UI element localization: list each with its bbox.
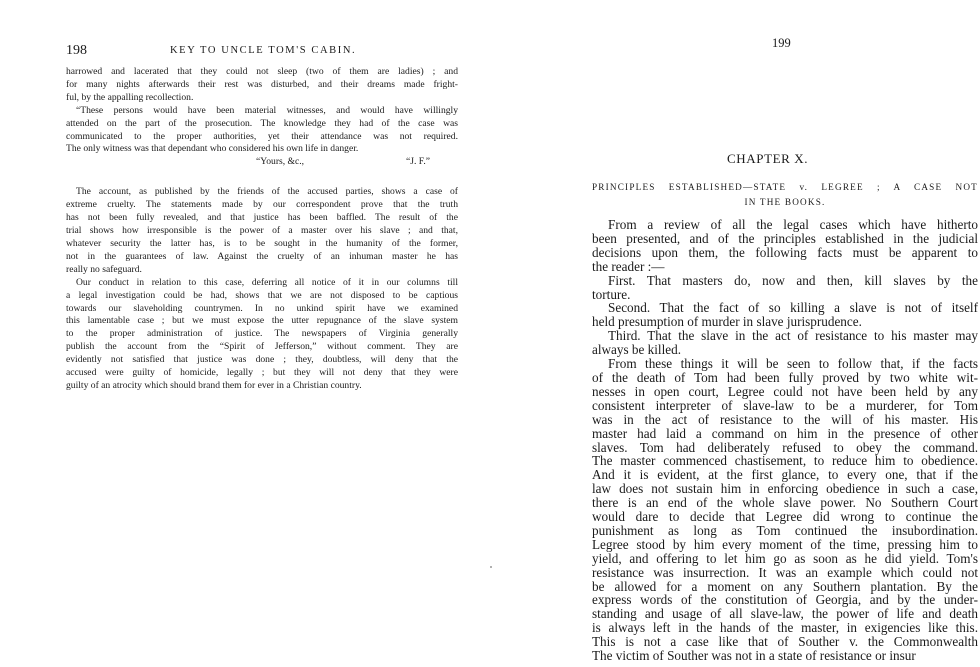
text-line: yield, and offering to let him go as soon as he did yield. Tom's — [592, 550, 978, 566]
text-line: would dare to decide that Legree did wrong to continue the — [592, 509, 978, 525]
text-line: Second. That the fact of so killing a slave is not of itself — [608, 300, 978, 316]
text-line: a legal investigation could be had, shows that we are not disposed to be captious — [66, 289, 458, 301]
text-line: there is an end of the whole slave power. No Southern Court — [592, 495, 978, 511]
text-line: this lamentable case ; but we must expose the utter repugnance of the slave system — [66, 315, 458, 327]
text-line: is always left in the hands of the master, in exigencies like this. — [592, 620, 978, 636]
text-line: the reader :— — [592, 258, 665, 274]
subtitle-line: IN THE BOOKS. — [744, 197, 826, 207]
text-line: has not been fully revealed, and that justice has been baffled. The result of the — [66, 212, 458, 224]
text-line: be allowed for a moment on any Southern plantation. By the — [592, 578, 978, 594]
text-line: Third. That the slave in the act of resistance to his master may — [608, 328, 978, 344]
left-page-number: 198 — [66, 43, 87, 58]
text-line: communicated to the proper authorities, yet their attendance was not required. — [66, 130, 458, 142]
text-line: First. That masters do, now and then, kill slaves by the — [608, 272, 978, 288]
text-line: evidently not satisfied that justice was done ; they, doubtless, will deny that the — [66, 354, 458, 366]
text-line: towards our slaveholding countrymen. In no unkind spirit have we examined — [66, 302, 458, 314]
text-line: resistance was insurrection. It was an example which could not — [592, 564, 978, 580]
text-line: decisions upon them, the following facts must be apparent to — [592, 244, 978, 260]
subtitle-line: PRINCIPLES ESTABLISHED—STATE v. LEGREE ; A CASE NOT — [592, 182, 978, 192]
right-page — [490, 0, 980, 667]
signature-initials: “J. F.” — [406, 156, 431, 168]
running-head: KEY TO UNCLE TOM'S CABIN. — [170, 45, 357, 56]
text-line: really no safeguard. — [66, 263, 142, 275]
text-line: torture. — [592, 286, 631, 302]
text-line: to the proper administration of justice. The newspapers of Virginia generally — [66, 328, 458, 340]
scan-speck — [490, 566, 492, 568]
text-line: of the death of Tom had been fully proved by two white wit- — [592, 369, 978, 385]
text-line: The only witness was that dependant who considered his own life in danger. — [66, 143, 359, 155]
text-line: whatever security the latter has, is to be sought in the humanity of the former, — [66, 237, 458, 249]
signature-yours: “Yours, &c., — [256, 156, 305, 168]
text-line: accused were guilty of homicide, legally ; but they will not deny that they were — [66, 367, 458, 379]
right-page-number: 199 — [772, 36, 791, 50]
text-line: law does not sustain him in enforcing obedience in such a case, — [592, 481, 978, 497]
text-line: trial shows how irresponsible is the power of a master over his slave ; and that, — [66, 225, 458, 237]
text-line: nesses in open court, Legree could not have been held by any — [592, 383, 978, 399]
text-line: master had laid a command on him in the presence of other — [592, 425, 978, 441]
text-line: And it is evident, at the first glance, to every one, that if the — [592, 467, 978, 483]
text-line: Our conduct in relation to this case, deferring all notice of it in our columns till — [76, 276, 458, 288]
text-line: Legree stood by him every moment of the time, pressing him to — [592, 536, 978, 552]
text-line: was in the act of resistance to the will of his master. His — [592, 411, 978, 427]
text-line: attended on the part of the prosecution. The knowledge they had of the case was — [66, 117, 458, 129]
chapter-heading: CHAPTER X. — [727, 151, 809, 166]
text-line: publish the account from the “Spirit of Jefferson,” without comment. They are — [66, 341, 458, 353]
text-line: not in the guarantees of law. Against the cruelty of an inhuman master he has — [66, 250, 458, 262]
text-line: guilty of an atrocity which should brand them for ever in a Christian country. — [66, 379, 362, 391]
text-line: slaves. Tom had deliberately refused to obey the command. — [592, 439, 978, 455]
text-line: standing and usage of all slave-law, the power of life and death — [592, 606, 978, 622]
text-line: The victim of Souther was not in a state of resistance or insur — [592, 648, 916, 664]
text-line: harrowed and lacerated that they could not sleep (two of them are ladies) ; and — [66, 66, 458, 77]
text-line: extreme cruelty. The statements made by our correspondent prove that the truth — [66, 199, 458, 211]
text-line: The account, as published by the friends of the accused parties, shows a case of — [76, 186, 458, 198]
text-line: ful, by the appalling recollection. — [66, 91, 194, 103]
text-line: for many nights afterwards their rest was disturbed, and their dreams made fright- — [66, 78, 458, 90]
chapter-subtitle — [592, 180, 978, 210]
text-line: consistent interpreter of slave-law to be a murderer, for Tom — [592, 397, 978, 413]
text-line: From a review of all the legal cases which have hitherto — [608, 217, 978, 232]
text-line: express words of the constitution of Georgia, and by the under- — [592, 592, 978, 608]
text-line: From these things it will be seen to follow that, if the facts — [608, 356, 978, 372]
text-line: always be killed. — [592, 342, 681, 358]
text-line: The master commenced chastisement, to reduce him to obedience. — [592, 453, 978, 469]
text-line: “These persons would have been material witnesses, and would have willingly — [76, 104, 458, 116]
text-line: This is not a case like that of Souther v. the Commonwealth — [592, 634, 978, 650]
left-page-body — [66, 66, 458, 393]
right-page-body — [592, 218, 978, 663]
text-line: held presumption of murder in slave jurisprudence. — [592, 314, 862, 330]
text-line: punishment as long as Tom continued the insubordination. — [592, 522, 978, 538]
text-line: been presented, and of the principles established in the judicial — [592, 230, 978, 246]
letter-signature — [66, 156, 458, 169]
